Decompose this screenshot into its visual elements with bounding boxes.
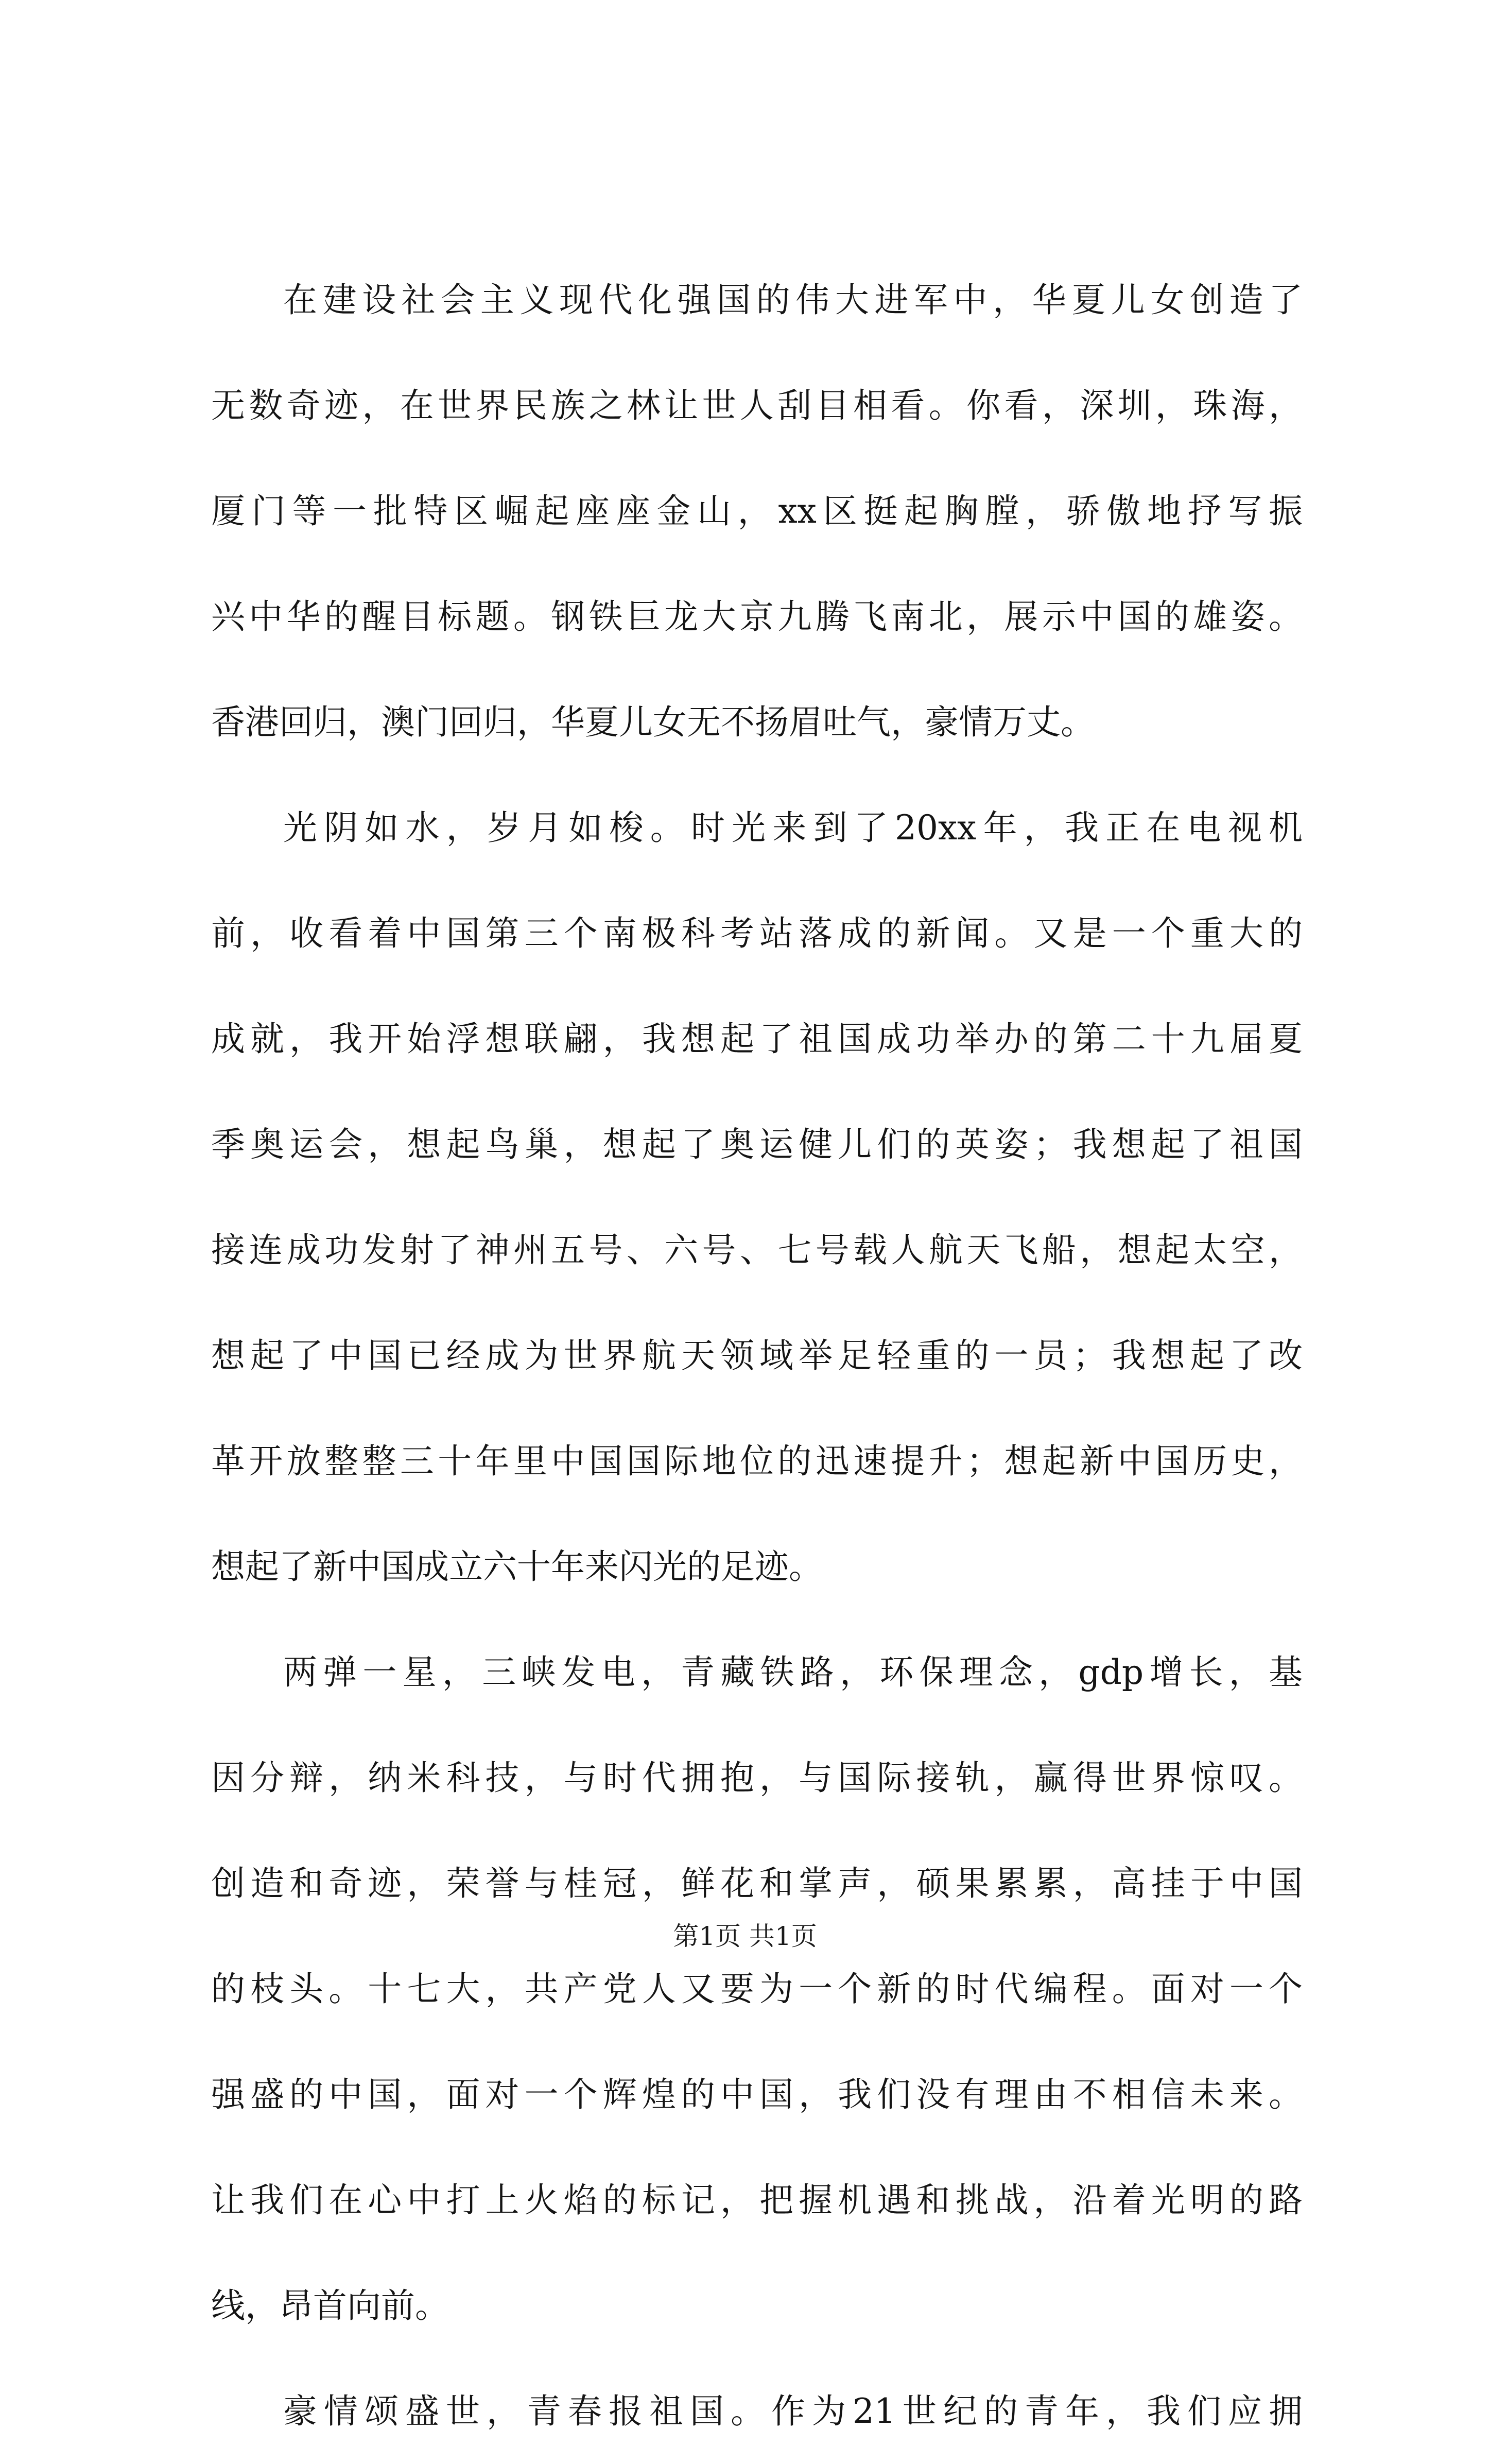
- paragraph-line: 豪情颂盛世，青春报祖国。作为21世纪的青年，我们应拥: [283, 2391, 1303, 2431]
- page-number-footer: 第1页 共1页: [673, 1921, 817, 1951]
- paragraph-line: 无数奇迹，在世界民族之林让世人刮目相看。你看，深圳，珠海，: [211, 386, 1303, 425]
- document-body: [211, 247, 1303, 2464]
- paragraph-line: 创造和奇迹，荣誉与桂冠，鲜花和掌声，硕果累累，高挂于中国: [211, 1864, 1303, 1903]
- paragraph-line: 革开放整整三十年里中国国际地位的迅速提升；想起新中国历史，: [211, 1441, 1303, 1481]
- paragraph-line: 强盛的中国，面对一个辉煌的中国，我们没有理由不相信未来。: [211, 2075, 1303, 2114]
- paragraph-line: 在建设社会主义现代化强国的伟大进军中，华夏儿女创造了: [283, 280, 1303, 320]
- paragraph-line: 两弹一星，三峡发电，青藏铁路，环保理念，gdp增长，基: [283, 1652, 1303, 1692]
- paragraph-line: 线，昂首向前。: [211, 2286, 449, 2325]
- paragraph-line: 因分辩，纳米科技，与时代拥抱，与国际接轨，赢得世界惊叹。: [211, 1758, 1303, 1798]
- paragraph-line: 光阴如水，岁月如梭。时光来到了20xx年，我正在电视机: [283, 808, 1303, 848]
- paragraph-line: 香港回归，澳门回归，华夏儿女无不扬眉吐气，豪情万丈。: [211, 702, 1095, 742]
- paragraph-line: 季奥运会，想起鸟巢，想起了奥运健儿们的英姿；我想起了祖国: [211, 1125, 1303, 1164]
- paragraph-line: 想起了新中国成立六十年来闪光的足迹。: [211, 1547, 823, 1587]
- paragraph-line: 接连成功发射了神州五号、六号、七号载人航天飞船，想起太空，: [211, 1230, 1303, 1270]
- paragraph-line: 让我们在心中打上火焰的标记，把握机遇和挑战，沿着光明的路: [211, 2180, 1303, 2220]
- paragraph-line: 的枝头。十七大，共产党人又要为一个新的时代编程。面对一个: [211, 1969, 1303, 2009]
- paragraph-line: 兴中华的醒目标题。钢铁巨龙大京九腾飞南北，展示中国的雄姿。: [211, 597, 1303, 636]
- paragraph-line: 想起了中国已经成为世界航天领域举足轻重的一员；我想起了改: [211, 1336, 1303, 1375]
- paragraph-line: 厦门等一批特区崛起座座金山，xx区挺起胸膛，骄傲地抒写振: [211, 491, 1303, 531]
- paragraph-line: 前，收看着中国第三个南极科考站落成的新闻。又是一个重大的: [211, 914, 1303, 953]
- paragraph-line: 成就，我开始浮想联翩，我想起了祖国成功举办的第二十九届夏: [211, 1019, 1303, 1059]
